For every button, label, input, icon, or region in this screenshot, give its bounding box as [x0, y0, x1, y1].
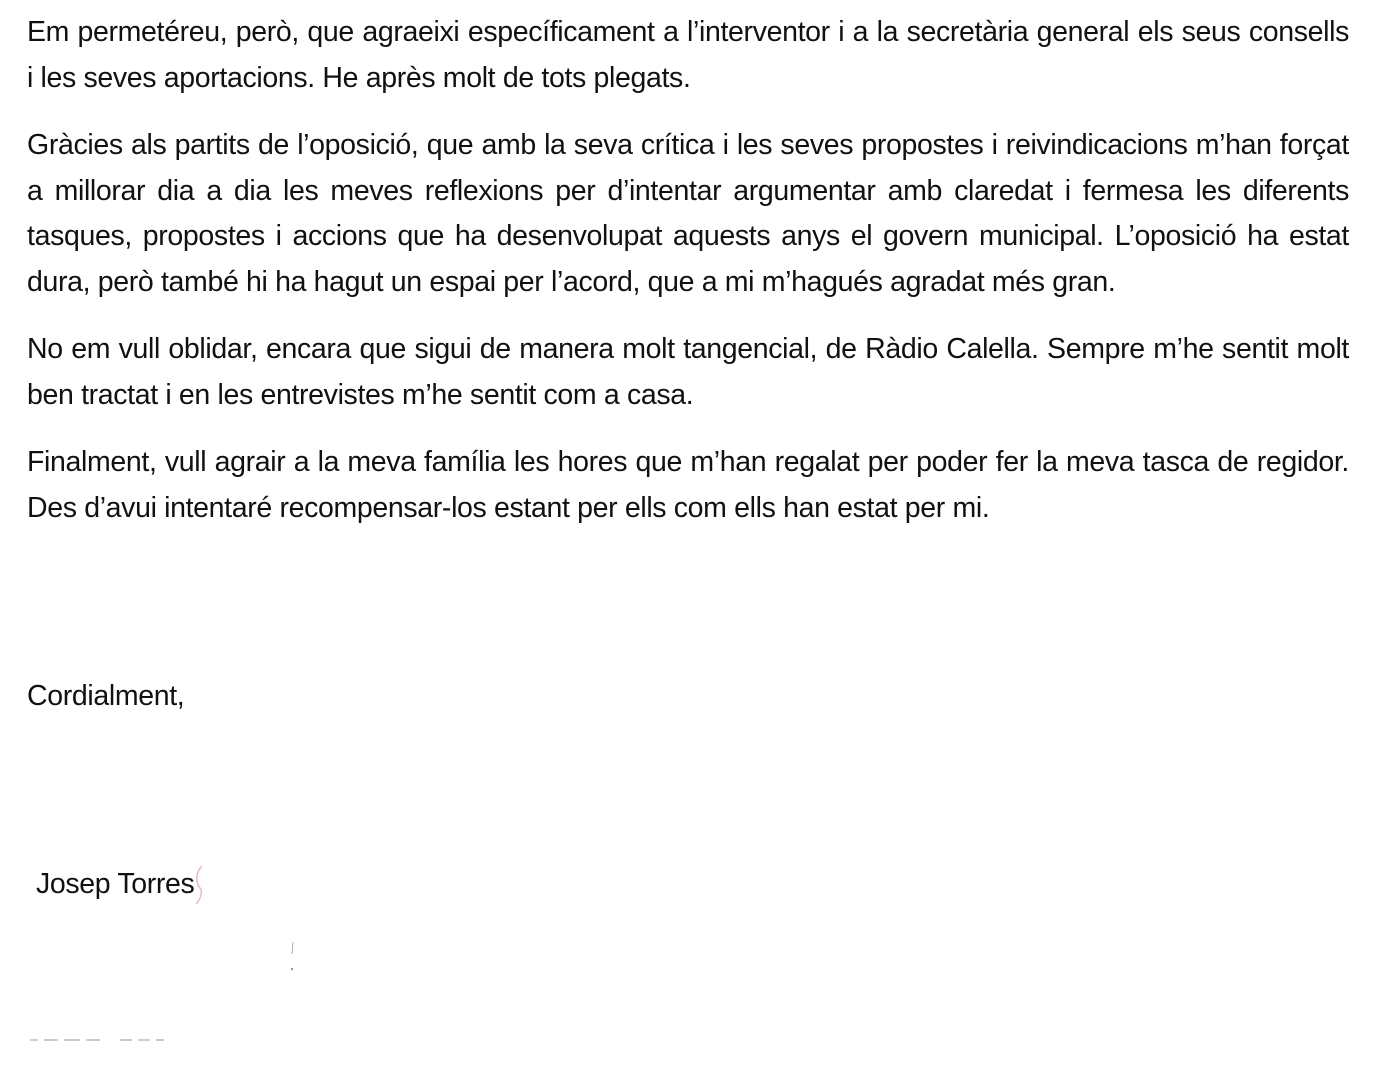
- paragraph-thanks-radio: No em vull oblidar, encara que sigui de manera molt tangencial, de Ràdio Calella. Sempre m’he sentit molt ben tractat i en les entrevistes m’he sentit com a casa.: [27, 333, 1349, 411]
- signature-faded-line: [28, 1036, 168, 1044]
- signer-name: Josep Torres: [36, 868, 195, 900]
- letter-body: [27, 10, 1349, 553]
- paragraph-thanks-family: Finalment, vull agrair a la meva família les hores que m’han regalat per poder fer la meva tasca de regidor. Des d’avui intentaré recompensar-los estant per ells com ells han estat per mi.: [27, 446, 1349, 524]
- closing-salutation: Cordialment,: [27, 680, 185, 712]
- signature-stroke: [290, 942, 294, 972]
- paragraph-thanks-staff: Em permetéreu, però, que agraeixi específicament a l’interventor i a la secretària general els seus consells i les seves aportacions. He après molt de tots plegats.: [27, 16, 1349, 94]
- signature-mark: [192, 864, 208, 906]
- paragraph-thanks-opposition: Gràcies als partits de l’oposició, que amb la seva crítica i les seves propostes i reivindicacions m’han forçat a millorar dia a dia les meves reflexions per d’intentar argumentar amb claredat i fermesa les diferents tasques, propostes i accions que ha desenvolupat aquests anys el govern municipal. L’oposició ha estat dura, però també hi ha hagut un espai per l’acord, que a mi m’hagués agradat més gran.: [27, 129, 1349, 298]
